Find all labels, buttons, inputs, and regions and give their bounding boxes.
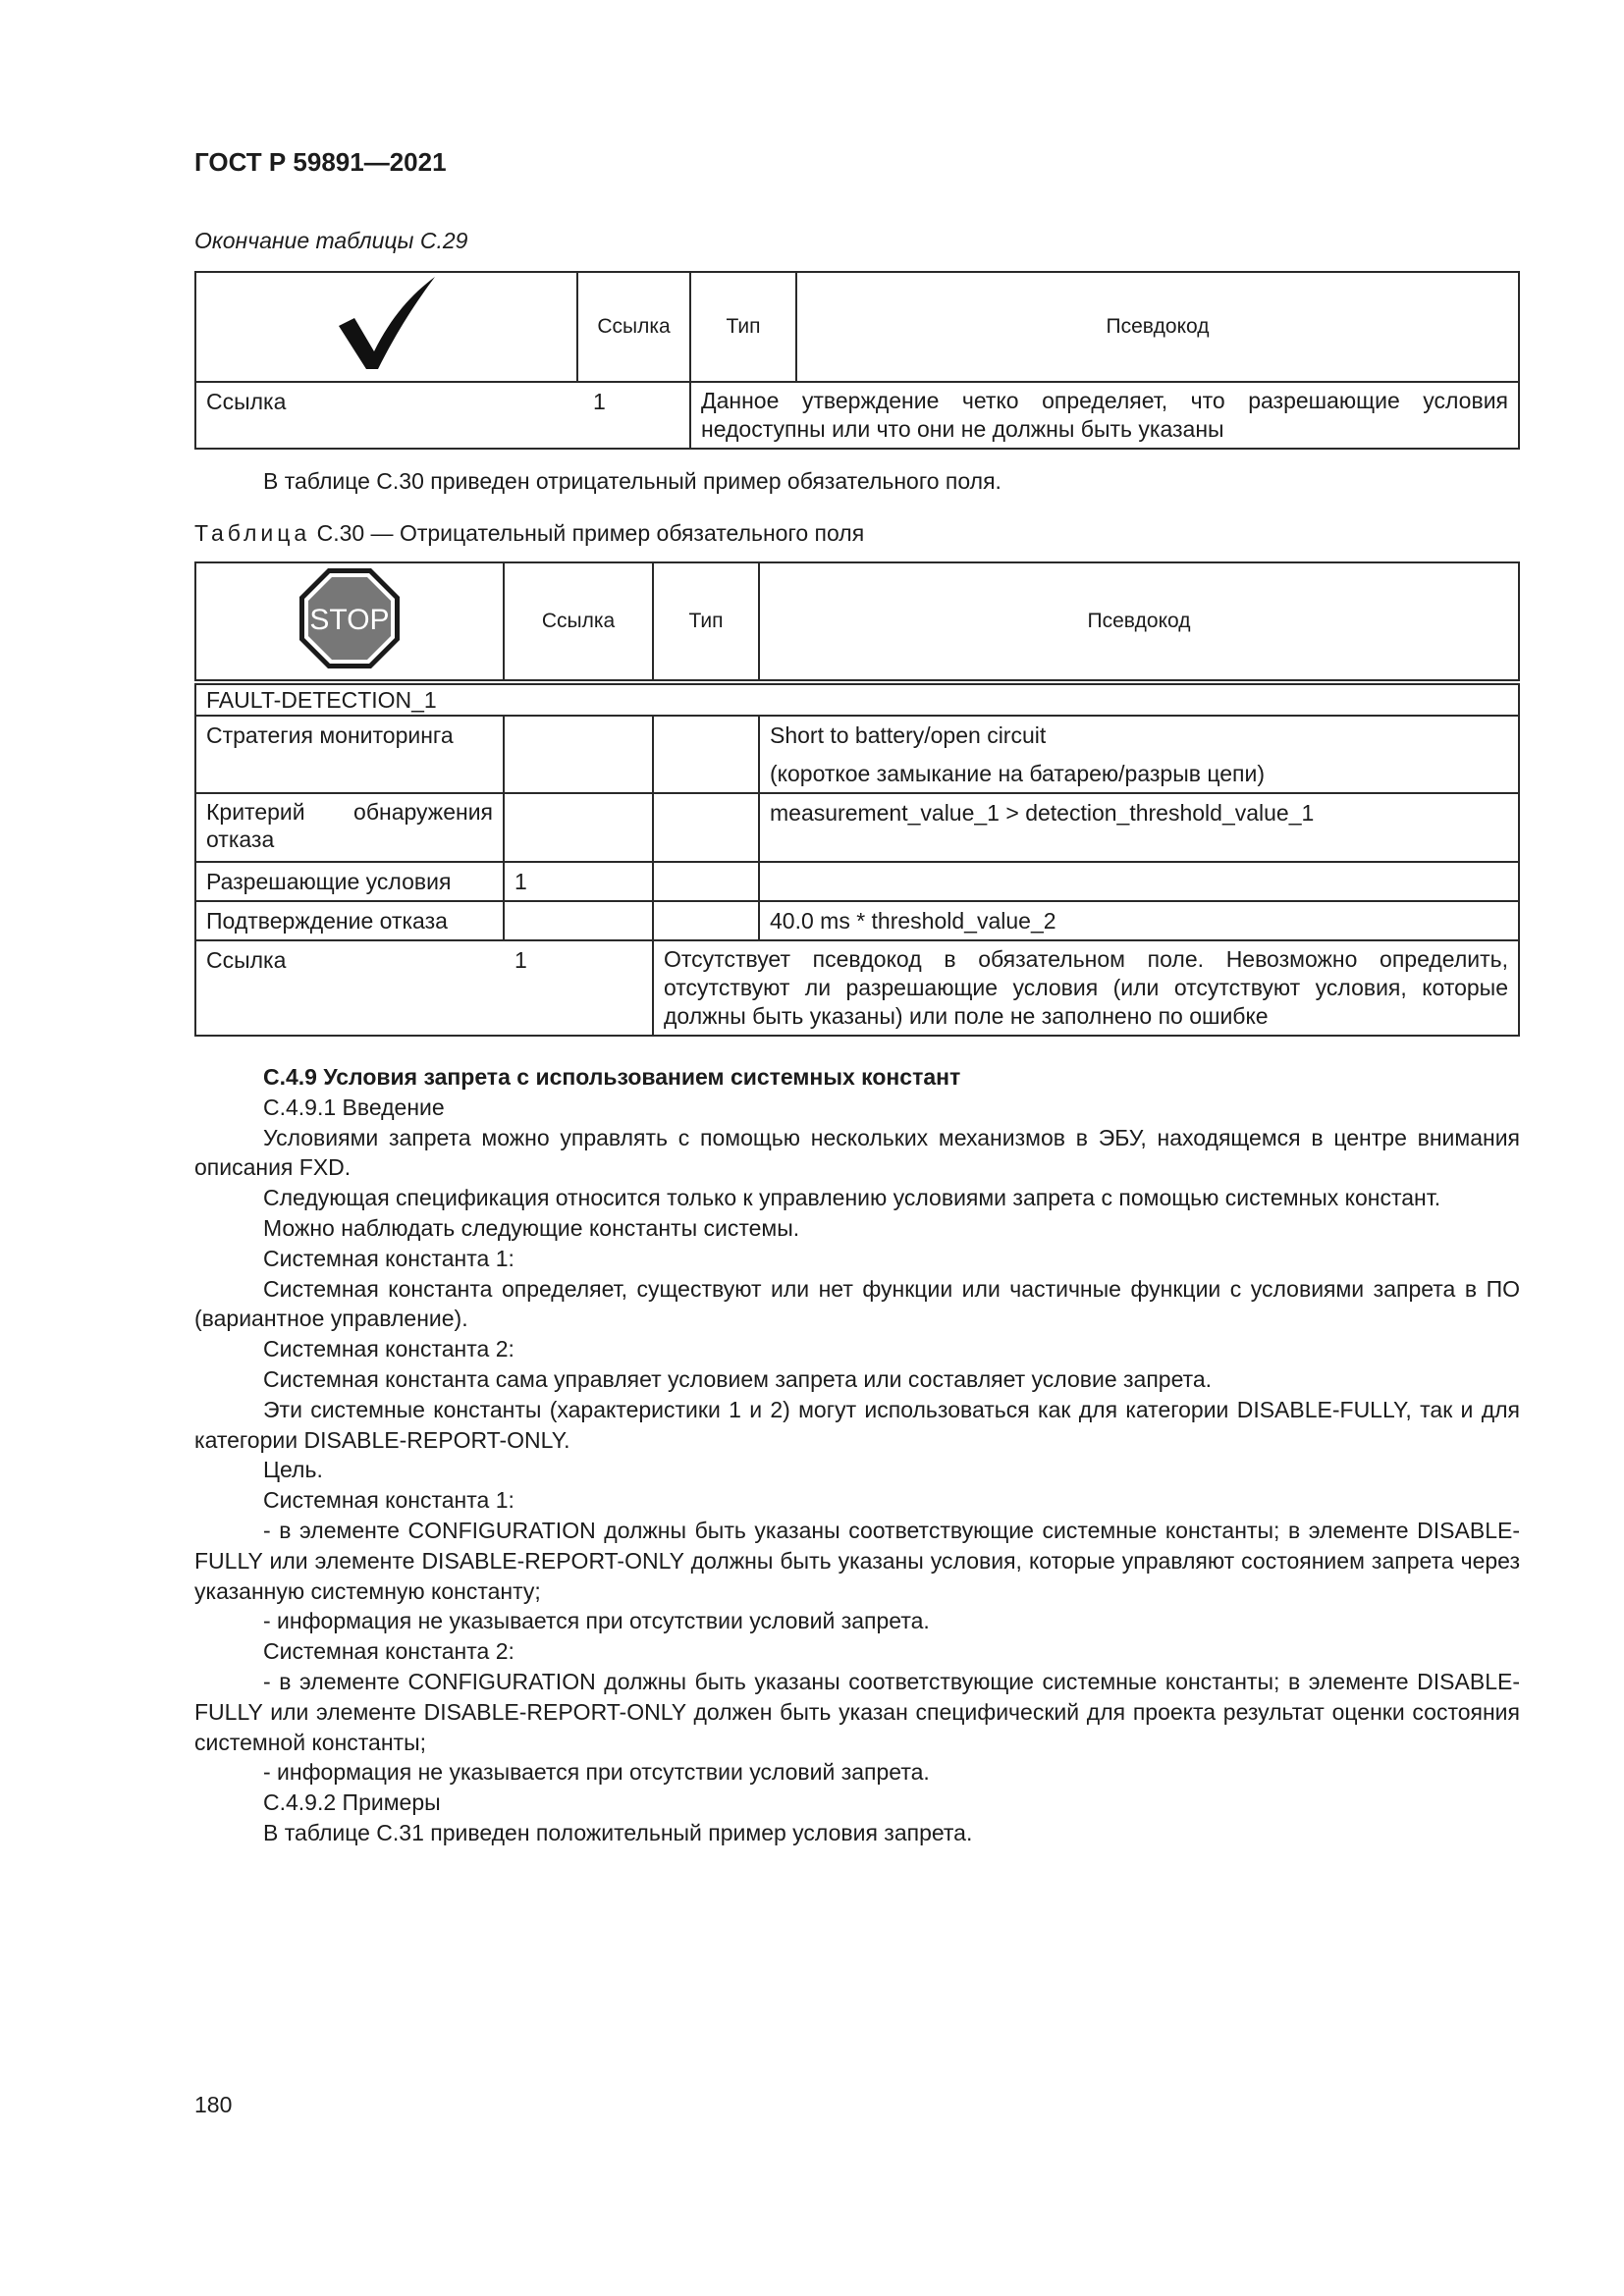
paragraph: Системная константа 1:: [263, 1245, 514, 1271]
col-header-type: Тип: [690, 272, 796, 382]
check-mark-icon: [195, 272, 577, 382]
paragraph: Системная константа 1:: [263, 1487, 514, 1514]
col-header-pseudocode: Псевдокод: [796, 272, 1519, 382]
section-title: С.4.9 Условия запрета с использованием системных констант: [263, 1064, 961, 1090]
col-header-pseudocode: Псевдокод: [759, 562, 1519, 682]
row-type: [653, 901, 759, 940]
table-c30: [194, 561, 1520, 1037]
row-code: [759, 716, 1519, 793]
footer-text: Отсутствует псевдокод в обязательном поле. Невозможно определить, отсутствуют ли разрешающие условия (или отсутствуют условия, которые должны быть указаны) или поле не заполнено по ошибке: [653, 940, 1519, 1036]
paragraph: Условиями запрета можно управлять с помощью нескольких механизмов в ЭБУ, находящемся в центре внимания описания FXD.: [194, 1124, 1520, 1181]
footer-label: Ссылка: [206, 947, 287, 973]
paragraph: Системная константа сама управляет условием запрета или составляет условие запрета.: [263, 1365, 1213, 1392]
page-number: 180: [194, 2092, 233, 2117]
document-header: ГОСТ Р 59891—2021: [194, 147, 447, 177]
table-row: [195, 716, 1519, 793]
row-label: Разрешающие условия: [195, 862, 504, 901]
row-type: [653, 862, 759, 901]
row-label: Стратегия мониторинга: [195, 716, 504, 793]
paragraph: Можно наблюдать следующие константы системы.: [263, 1214, 800, 1241]
col-header-type: Тип: [653, 562, 759, 682]
caption-rest: С.30 — Отрицательный пример обязательного поля: [310, 520, 865, 546]
col-header-ref: Ссылка: [504, 562, 653, 682]
row-code-line-2: (короткое замыкание на батарею/разрыв цепи): [770, 761, 1266, 786]
ref-row-value: 1: [593, 389, 606, 414]
row-code-line: Short to battery/open circuit: [770, 722, 1047, 748]
paragraph: Системная константа 2:: [263, 1336, 514, 1362]
paragraph: С.4.9.2 Примеры: [263, 1789, 441, 1816]
paragraph: В таблице С.31 приведен положительный пример условия запрета.: [263, 1819, 973, 1845]
paragraph: - информация не указывается при отсутствии условий запрета.: [263, 1608, 930, 1634]
ref-row-text: Данное утверждение четко определяет, что разрешающие условия недоступны или что они не должны быть указаны: [690, 382, 1519, 449]
intro-c30: В таблице С.30 приведен отрицательный пример обязательного поля.: [263, 468, 1001, 494]
row-type: [653, 793, 759, 862]
row-ref: [504, 716, 653, 793]
table-row: [195, 862, 1519, 901]
row-type: [653, 716, 759, 793]
table-c29: [194, 271, 1520, 450]
row-code: 40.0 ms * threshold_value_2: [759, 901, 1519, 940]
paragraph: Эти системные константы (характеристики 1 и 2) могут использоваться как для категории DISABLE-FULLY, так и для категории DISABLE-REPORT-ONLY.: [194, 1396, 1520, 1453]
paragraph: - информация не указывается при отсутствии условий запрета.: [263, 1759, 930, 1786]
table-footer-row: [195, 940, 1519, 1036]
section-row: FAULT-DETECTION_1: [195, 682, 1519, 716]
paragraph: - в элементе CONFIGURATION должны быть указаны соответствующие системные константы; в элементе DISABLE-FULLY или элементе DISABLE-REPORT-ONLY должны быть указаны условия, которые управляют состоянием запрета через указанную системную константу;: [194, 1517, 1520, 1604]
row-code: [759, 862, 1519, 901]
paragraph: - в элементе CONFIGURATION должны быть указаны соответствующие системные константы; в элементе DISABLE-FULLY или элементе DISABLE-REPORT-ONLY должен быть указан специфический для проекта результат оценки состояния системной константы;: [194, 1668, 1520, 1755]
col-header-ref: Ссылка: [577, 272, 690, 382]
table-row: [195, 793, 1519, 862]
paragraph: Системная константа 2:: [263, 1638, 514, 1665]
row-label: Критерий обнаружения отказа: [195, 793, 504, 862]
ref-row-label-cell: [195, 382, 690, 449]
ref-row-label: Ссылка: [206, 389, 287, 414]
caption-prefix: Таблица: [194, 520, 311, 546]
row-code: measurement_value_1 > detection_threshold_value_1: [759, 793, 1519, 862]
row-ref: [504, 793, 653, 862]
row-ref: 1: [504, 862, 653, 901]
paragraph: С.4.9.1 Введение: [263, 1094, 445, 1120]
table-row: [195, 901, 1519, 940]
table-c30-caption: [194, 520, 864, 547]
stop-sign-text: STOP: [309, 603, 390, 636]
row-label: Подтверждение отказа: [195, 901, 504, 940]
footer-label-cell: [195, 940, 653, 1036]
row-ref: [504, 901, 653, 940]
stop-sign-icon: [195, 562, 504, 682]
footer-ref: 1: [514, 947, 527, 973]
body-text: [194, 1062, 1520, 1848]
paragraph: Следующая спецификация относится только к управлению условиями запрета с помощью системных констант.: [263, 1185, 1441, 1211]
paragraph: Системная константа определяет, существуют или нет функции или частичные функции с условиями запрета в ПО (вариантное управление).: [194, 1275, 1520, 1332]
paragraph: Цель.: [263, 1457, 323, 1483]
table-continuation-caption: Окончание таблицы С.29: [194, 228, 468, 253]
